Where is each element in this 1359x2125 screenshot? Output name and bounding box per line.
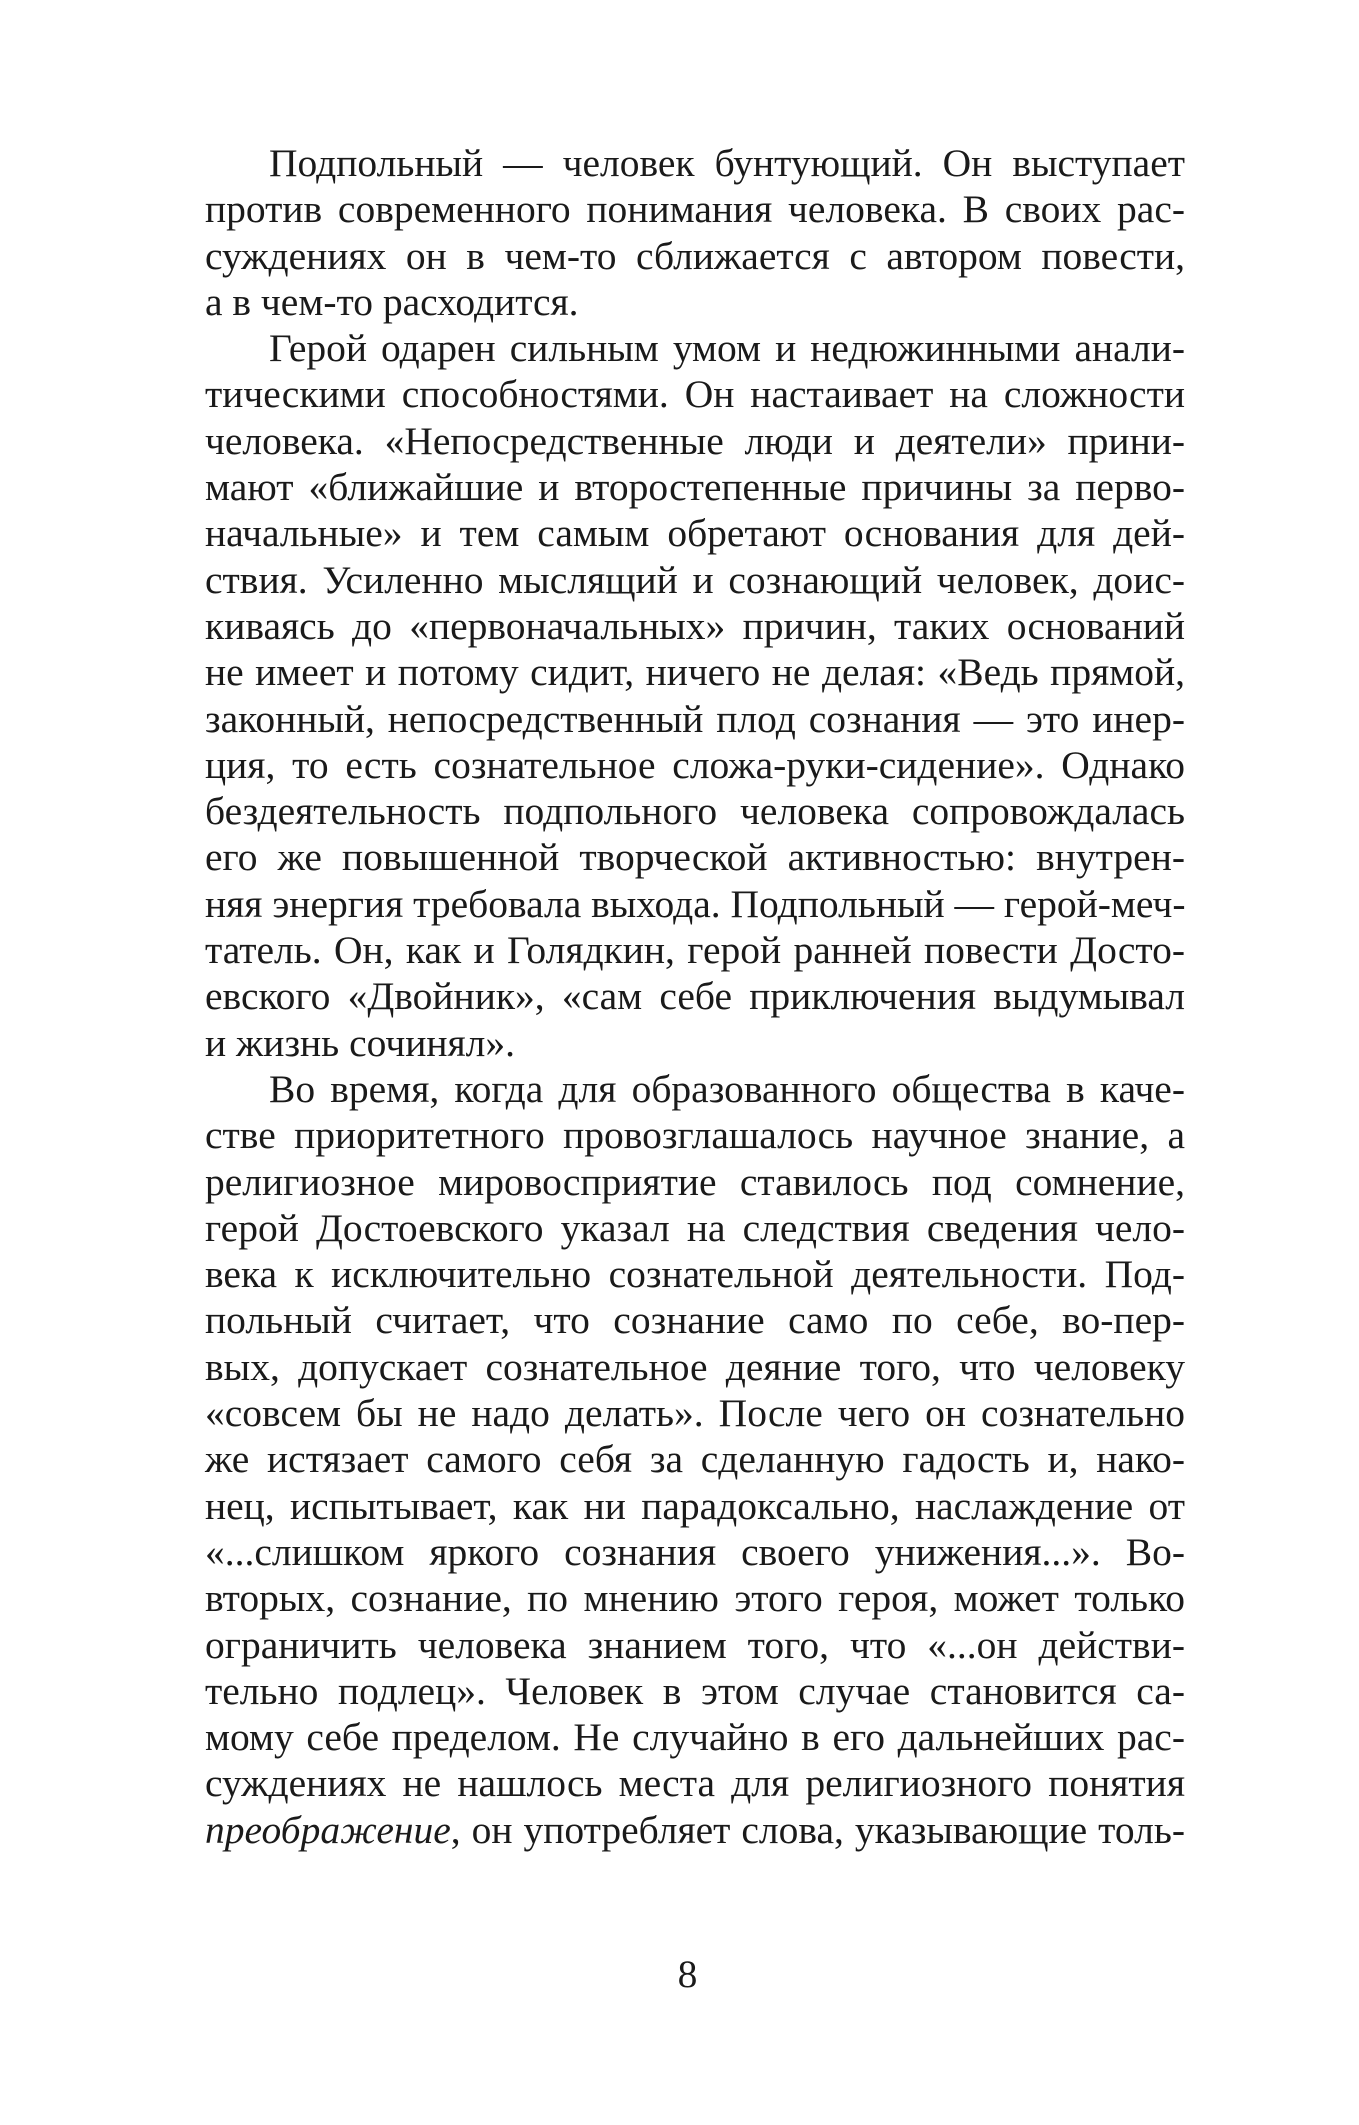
text-line: человека. «Непосредственные люди и деятели» прини- [205,418,1185,463]
text-line: «...слишком яркого сознания своего унижения...». Во- [205,1529,1185,1574]
text-line: татель. Он, как и Голядкин, герой ранней повести Досто- [205,928,1185,973]
text-line: няя энергия требовала выхода. Подпольный — герой-меч- [205,881,1186,926]
italic-term: преображение [205,1807,451,1852]
text-line: нец, испытывает, как ни парадоксально, наслаждение от [205,1483,1185,1528]
text-line-rest: , он употребляет слова, указывающие толь- [450,1807,1185,1852]
text-line: евского «Двойник», «сам себе приключения выдумывал [205,974,1185,1019]
text-line: киваясь до «первоначальных» причин, таких оснований [205,603,1185,648]
text-line: ция, то есть сознательное сложа-руки-сидение». Однако [205,742,1185,787]
page-body [205,140,1185,1853]
text-line [205,1807,1185,1853]
text-line: мают «ближайшие и второстепенные причины за перво- [205,465,1185,510]
text-line: герой Достоевского указал на следствия сведения чело- [205,1205,1185,1250]
text-line: века к исключительно сознательной деятельности. Под- [205,1252,1185,1297]
text-line: польный считает, что сознание само по себе, во-пер- [205,1298,1185,1343]
text-line: бездеятельность подпольного человека сопровождалась [205,789,1185,834]
paragraph-3 [205,1066,1185,1853]
text-line: Герой одарен сильным умом и недюжинными анали- [269,326,1185,371]
page-number: 8 [677,1952,698,1996]
text-line: тельно подлец». Человек в этом случае становится са- [205,1668,1185,1713]
text-line: его же повышенной творческой активностью: внутрен- [205,835,1185,880]
text-line: а в чем-то расходится. [205,279,579,324]
text-line: же истязает самого себя за сделанную гадость и, нако- [205,1437,1185,1482]
text-line: суждениях не нашлось места для религиозного понятия [205,1761,1185,1806]
text-line: законный, непосредственный плод сознания — это инер- [205,696,1185,741]
text-line: начальные» и тем самым обретают основания для дей- [205,511,1185,556]
text-line: мому себе пределом. Не случайно в его дальнейших рас- [205,1715,1185,1760]
text-line: тическими способностями. Он настаивает на сложности [205,372,1185,417]
text-line: «совсем бы не надо делать». После чего он сознательно [205,1391,1185,1436]
paragraph-2 [205,325,1185,1066]
text-line: суждениях он в чем-то сближается с автором повести, [205,233,1185,278]
text-line: вторых, сознание, по мнению этого героя, может только [205,1576,1185,1621]
text-line: Во время, когда для образованного общества в каче- [269,1066,1185,1111]
text-line: Подпольный — человек бунтующий. Он выступает [269,141,1185,185]
text-line: ограничить человека знанием того, что «...он действи- [205,1622,1185,1667]
text-line: и жизнь сочинял». [205,1020,515,1065]
text-line: вых, допускает сознательное деяние того, что человеку [205,1344,1185,1389]
text-line: ствия. Усиленно мыслящий и сознающий человек, доис- [205,557,1185,602]
text-line: против современного понимания человека. В своих рас- [205,187,1185,232]
paragraph-1 [205,140,1185,325]
text-line: не имеет и потому сидит, ничего не делая: «Ведь прямой, [205,650,1185,695]
text-line: религиозное мировосприятие ставилось под сомнение, [205,1159,1185,1204]
text-line: стве приоритетного провозглашалось научное знание, а [205,1113,1185,1158]
